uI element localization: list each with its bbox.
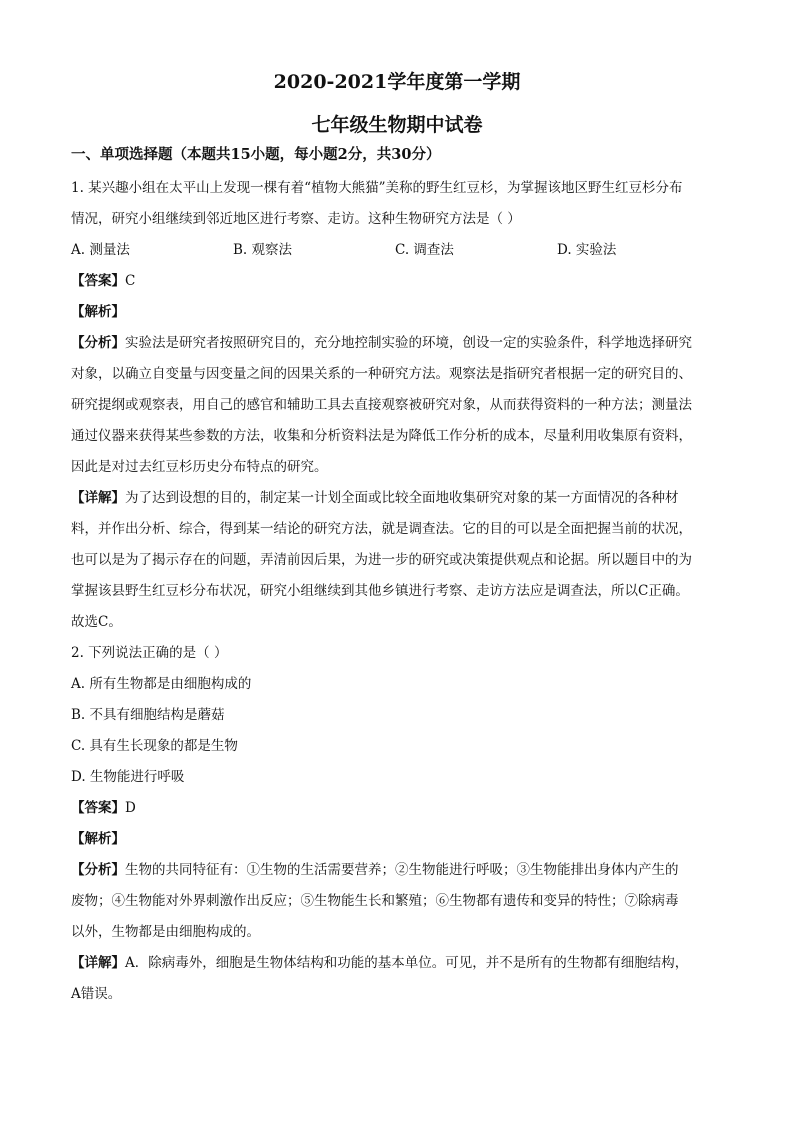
fenxi-text-line: 生物的共同特征有：①生物的生活需要营养；②生物能进行呼吸；③生物能排出身体内产生的 xyxy=(125,862,679,878)
analysis-xiangjie xyxy=(71,483,723,514)
answer-value: D xyxy=(125,800,136,816)
option-a: A. 测量法 xyxy=(71,242,130,258)
xiangjie-text-line: 为了达到设想的目的，制定某一计划全面或比较全面地收集研究对象的某一方面情况的各种材 xyxy=(125,490,679,506)
section-heading: 一、单项选择题（本题共15小题，每小题2分，共30分） xyxy=(71,146,441,163)
fenxi-text-line: 废物；④生物能对外界刺激作出反应；⑤生物能生长和繁殖；⑥生物都有遗传和变异的特性；⑦除病毒 xyxy=(71,893,679,909)
xiangjie-text-line: 也可以是为了揭示存在的问题，弄清前因后果，为进一步的研究或决策提供观点和论据。所以题目中的为 xyxy=(71,552,692,568)
option-b: B. 不具有细胞结构是蘑菇 xyxy=(71,707,225,723)
analysis-xiangjie xyxy=(71,948,723,979)
xiangjie-tag: 【详解】 xyxy=(71,955,125,971)
analysis-fenxi xyxy=(71,328,723,359)
option-c: C. 具有生长现象的都是生物 xyxy=(71,738,238,754)
xiangjie-text-line: 故选C。 xyxy=(71,614,122,630)
question-1-stem-line-1: 1. 某兴趣小组在太平山上发现一棵有着“植物大熊猫”美称的野生红豆杉，为掌握该地区野生红豆杉分布 xyxy=(71,180,683,196)
xiangjie-text-line: A错误。 xyxy=(71,986,122,1002)
fenxi-text-line: 因此是对过去红豆杉历史分布特点的研究。 xyxy=(71,459,328,475)
fenxi-tag: 【分析】 xyxy=(71,335,125,351)
question-2-stem: 2. 下列说法正确的是（ ） xyxy=(71,645,228,661)
xiangjie-tag: 【详解】 xyxy=(71,490,125,506)
answer-line xyxy=(71,266,723,297)
answer-value: C xyxy=(125,273,136,289)
question-2 xyxy=(71,638,723,1010)
answer-line xyxy=(71,793,723,824)
fenxi-text-line: 以外，生物都是由细胞构成的。 xyxy=(71,924,260,940)
exam-page xyxy=(71,68,723,1010)
xiangjie-text-line: 料，并作出分析、综合，得到某一结论的研究方法，就是调查法。它的目的可以是全面把握当前的状况， xyxy=(71,521,692,537)
option-c: C. 调查法 xyxy=(395,242,454,258)
question-1-stem-line-2: 情况，研究小组继续到邻近地区进行考察、走访。这种生物研究方法是（ ） xyxy=(71,211,521,227)
analysis-fenxi xyxy=(71,855,723,886)
answer-tag: 【答案】 xyxy=(71,800,125,816)
fenxi-text-line: 研究提纲或观察表，用自己的感官和辅助工具去直接观察被研究对象，从而获得资料的一种方法；测量法 xyxy=(71,397,692,413)
fenxi-text-line: 通过仪器来获得某些参数的方法，收集和分析资料法是为降低工作分析的成本，尽量利用收集原有资料， xyxy=(71,428,692,444)
xiangjie-text-line: A．除病毒外，细胞是生物体结构和功能的基本单位。可见，并不是所有的生物都有细胞结构， xyxy=(125,955,689,971)
question-1-options xyxy=(71,235,723,266)
exam-title: 2020-2021学年度第一学期 xyxy=(273,71,521,93)
fenxi-text-line: 对象，以确立自变量与因变量之间的因果关系的一种研究方法。观察法是指研究者根据一定的研究目的、 xyxy=(71,366,692,382)
xiangjie-text-line: 掌握该县野生红豆杉分布状况，研究小组继续到其他乡镇进行考察、走访方法应是调查法，所以C正确。 xyxy=(71,583,689,599)
option-b: B. 观察法 xyxy=(233,242,293,258)
question-1 xyxy=(71,173,723,638)
fenxi-tag: 【分析】 xyxy=(71,862,125,878)
fenxi-text-line: 实验法是研究者按照研究目的，充分地控制实验的环境，创设一定的实验条件，科学地选择研究 xyxy=(125,335,692,351)
exam-subtitle: 七年级生物期中试卷 xyxy=(311,114,483,136)
analysis-tag: 【解析】 xyxy=(71,304,125,320)
option-d: D. 生物能进行呼吸 xyxy=(71,769,185,785)
analysis-tag: 【解析】 xyxy=(71,831,125,847)
answer-tag: 【答案】 xyxy=(71,273,125,289)
option-a: A. 所有生物都是由细胞构成的 xyxy=(71,676,252,692)
option-d: D. 实验法 xyxy=(557,242,617,258)
